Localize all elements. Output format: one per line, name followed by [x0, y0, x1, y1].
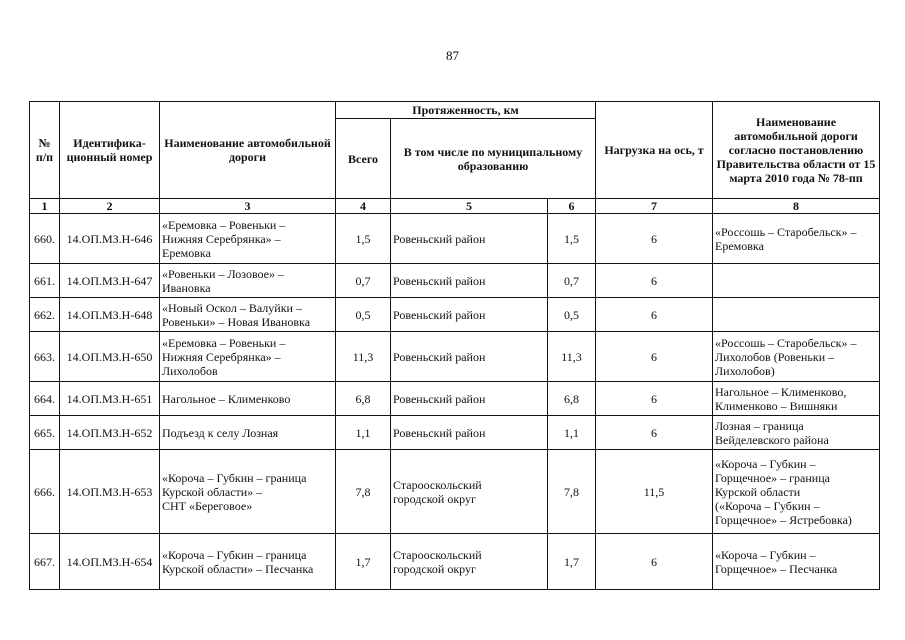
row-total-length: 1,7 — [336, 534, 391, 590]
row-district-length: 7,8 — [548, 450, 596, 534]
row-district: Ровеньский район — [391, 264, 548, 298]
row-old-road-name: «Короча – Губкин – Горщечное» – Песчанка — [713, 534, 880, 590]
row-road-name: «Короча – Губкин – граница Курской области» – СНТ «Береговое» — [160, 450, 336, 534]
row-axle-load: 6 — [596, 382, 713, 416]
roads-table — [29, 101, 880, 590]
row-road-name: Подъезд к селу Лозная — [160, 416, 336, 450]
row-district-length: 1,7 — [548, 534, 596, 590]
table-row — [30, 534, 880, 590]
row-road-name: «Ровеньки – Лозовое» – Ивановка — [160, 264, 336, 298]
row-number: 662. — [30, 298, 60, 332]
column-number: 4 — [336, 199, 391, 214]
row-district: Старооскольский городской округ — [391, 450, 548, 534]
row-road-name: Нагольное – Клименково — [160, 382, 336, 416]
column-number: 6 — [548, 199, 596, 214]
row-number: 665. — [30, 416, 60, 450]
row-total-length: 7,8 — [336, 450, 391, 534]
row-old-road-name: Нагольное – Клименково, Клименково – Вишняки — [713, 382, 880, 416]
row-district-length: 0,7 — [548, 264, 596, 298]
row-total-length: 11,3 — [336, 332, 391, 382]
row-number: 667. — [30, 534, 60, 590]
row-axle-load: 6 — [596, 332, 713, 382]
row-old-road-name — [713, 298, 880, 332]
row-identifier: 14.ОП.МЗ.Н-654 — [60, 534, 160, 590]
row-axle-load: 6 — [596, 214, 713, 264]
column-numbers-row — [30, 199, 880, 214]
row-old-road-name: «Россошь – Старобельск» – Лихолобов (Ровеньки – Лихолобов) — [713, 332, 880, 382]
row-number: 661. — [30, 264, 60, 298]
row-number: 666. — [30, 450, 60, 534]
row-axle-load: 11,5 — [596, 450, 713, 534]
row-total-length: 0,7 — [336, 264, 391, 298]
table-row — [30, 214, 880, 264]
column-number: 1 — [30, 199, 60, 214]
row-district-length: 1,5 — [548, 214, 596, 264]
row-district: Ровеньский район — [391, 298, 548, 332]
header-municipal: В том числе по муниципальному образованию — [391, 119, 596, 199]
row-road-name: «Еремовка – Ровеньки – Нижняя Серебрянка» – Еремовка — [160, 214, 336, 264]
row-identifier: 14.ОП.МЗ.Н-651 — [60, 382, 160, 416]
row-road-name: «Еремовка – Ровеньки – Нижняя Серебрянка» – Лихолобов — [160, 332, 336, 382]
row-district-length: 1,1 — [548, 416, 596, 450]
row-number: 663. — [30, 332, 60, 382]
row-axle-load: 6 — [596, 534, 713, 590]
row-total-length: 1,1 — [336, 416, 391, 450]
row-identifier: 14.ОП.МЗ.Н-653 — [60, 450, 160, 534]
header-total: Всего — [336, 119, 391, 199]
header-road-name: Наименование автомобильной дороги — [160, 102, 336, 199]
column-number: 5 — [391, 199, 548, 214]
row-identifier: 14.ОП.МЗ.Н-646 — [60, 214, 160, 264]
row-district: Ровеньский район — [391, 382, 548, 416]
page-number: 87 — [446, 48, 459, 63]
row-old-road-name — [713, 264, 880, 298]
row-identifier: 14.ОП.МЗ.Н-652 — [60, 416, 160, 450]
row-district-length: 11,3 — [548, 332, 596, 382]
row-district-length: 6,8 — [548, 382, 596, 416]
row-number: 664. — [30, 382, 60, 416]
column-number: 8 — [713, 199, 880, 214]
row-district: Ровеньский район — [391, 214, 548, 264]
row-total-length: 0,5 — [336, 298, 391, 332]
row-road-name: «Короча – Губкин – граница Курской области» – Песчанка — [160, 534, 336, 590]
table-row — [30, 416, 880, 450]
row-district: Ровеньский район — [391, 416, 548, 450]
row-district-length: 0,5 — [548, 298, 596, 332]
row-district: Старооскольский городской округ — [391, 534, 548, 590]
column-number: 3 — [160, 199, 336, 214]
row-axle-load: 6 — [596, 416, 713, 450]
header-num: № п/п — [30, 102, 60, 199]
header-length-group: Протяженность, км — [336, 102, 596, 119]
header-id: Идентифика- ционный номер — [60, 102, 160, 199]
row-road-name: «Новый Оскол – Валуйки – Ровеньки» – Новая Ивановка — [160, 298, 336, 332]
table-row — [30, 382, 880, 416]
header-axle-load: Нагрузка на ось, т — [596, 102, 713, 199]
row-identifier: 14.ОП.МЗ.Н-648 — [60, 298, 160, 332]
row-axle-load: 6 — [596, 298, 713, 332]
row-old-road-name: «Короча – Губкин – Горщечное» – граница Курской области («Короча – Губкин – Горщечное» – Ястребовка) — [713, 450, 880, 534]
row-identifier: 14.ОП.МЗ.Н-647 — [60, 264, 160, 298]
row-identifier: 14.ОП.МЗ.Н-650 — [60, 332, 160, 382]
table-row — [30, 450, 880, 534]
column-number: 2 — [60, 199, 160, 214]
row-district: Ровеньский район — [391, 332, 548, 382]
table-row — [30, 332, 880, 382]
row-axle-load: 6 — [596, 264, 713, 298]
table-row — [30, 298, 880, 332]
column-number: 7 — [596, 199, 713, 214]
header-old-road-name: Наименование автомобильной дороги согласно постановлению Правительства области от 15 марта 2010 года № 78-пп — [713, 102, 880, 199]
table-row — [30, 264, 880, 298]
row-total-length: 6,8 — [336, 382, 391, 416]
row-total-length: 1,5 — [336, 214, 391, 264]
row-old-road-name: «Россошь – Старобельск» – Еремовка — [713, 214, 880, 264]
row-old-road-name: Лозная – граница Вейделевского района — [713, 416, 880, 450]
row-number: 660. — [30, 214, 60, 264]
